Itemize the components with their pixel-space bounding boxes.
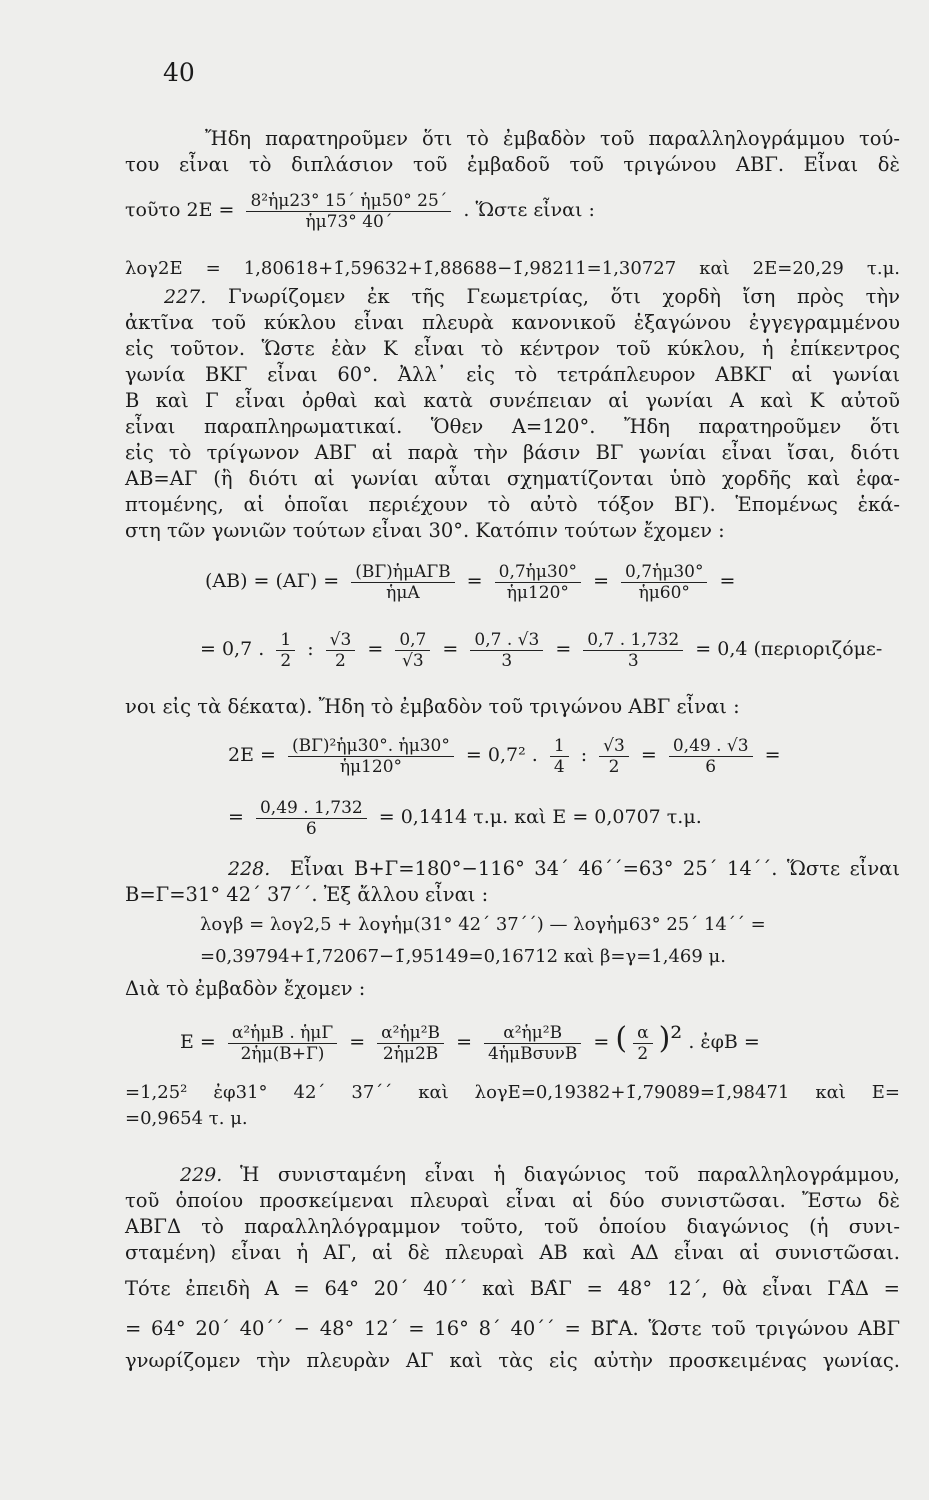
equals-sign: = [593, 1031, 610, 1053]
text-line: τοῦ ὁποίου προσκείμεναι πλευραὶ εἶναι αἱ δύο συνιστῶσαι. Ἔστω δὲ [125, 1189, 900, 1212]
fraction [599, 736, 629, 777]
fraction [326, 630, 356, 671]
equals-sign: = [466, 570, 483, 592]
formula-rhs: . Ὥστε εἶναι : [463, 199, 595, 221]
colon: : [307, 638, 314, 660]
problem-number: 227. [164, 286, 207, 308]
denominator: ἡμ60° [638, 582, 690, 603]
numerator: α²ἡμ²Β [377, 1023, 444, 1044]
text-line: ἀκτῖνα τοῦ κύκλου εἶναι πλευρὰ κανονικοῦ ἑξαγώνου ἐγγεγραμμένου [125, 311, 900, 334]
fraction [288, 736, 454, 777]
numerator: √3 [599, 736, 629, 757]
equals-sign: = [367, 638, 384, 660]
equals-sign: = [640, 744, 657, 766]
fraction [228, 1023, 337, 1064]
formula-2E [125, 189, 900, 232]
text-line: ΑΒΓΔ τὸ παραλληλόγραμμον τοῦτο, τοῦ ὁποίου διαγώνιος (ἡ συνι- [125, 1215, 900, 1238]
colon: : [580, 744, 588, 766]
formula-rhs: = 0,1414 τ.μ. καὶ Ε = 0,0707 τ.μ. [378, 806, 702, 828]
fraction [621, 562, 707, 603]
text-line: εἶναι παραπληρωματικαί. Ὅθεν Α=120°. Ἤδη παρατηροῦμεν ὅτι [125, 415, 900, 438]
text-line: Β=Γ=31° 42΄ 37΄΄. Ἐξ ἄλλου εἶναι : [125, 883, 489, 906]
numerator: 0,49 . 1,732 [256, 798, 367, 819]
numerator: 0,49 . √3 [669, 736, 753, 757]
text-line: λογβ = λογ2,5 + λογἡμ(31° 42΄ 37΄΄) — λογἡμ63° 25΄ 14΄΄ = [200, 914, 766, 935]
fraction [377, 1023, 444, 1064]
text-line: του εἶναι τὸ διπλάσιον τοῦ ἐμβαδοῦ τοῦ τριγώνου ΑΒΓ. Εἶναι δὲ [125, 153, 900, 176]
numerator: α [633, 1023, 652, 1044]
text-line: ΑΒ=ΑΓ (ἢ διότι αἱ γωνίαι αὗται σχηματίζονται ὑπὸ χορδῆς καὶ ἐφα- [125, 467, 900, 490]
denominator: 6 [305, 818, 317, 839]
text-line: Γνωρίζομεν ἐκ τῆς Γεωμετρίας, ὅτι χορδὴ ἴση πρὸς τὴν [228, 285, 900, 308]
formula-E [180, 1018, 929, 1064]
denominator: 2ἡμ2Β [382, 1043, 439, 1064]
formula-AB [205, 560, 929, 603]
problem-number: 229. [180, 1164, 223, 1186]
formula-rhs: . ἐφΒ = [688, 1031, 760, 1053]
numerator: 1 [550, 736, 569, 757]
denominator: ἡμ120° [506, 582, 569, 603]
formula-lhs: = [228, 806, 244, 828]
formula-value [200, 628, 929, 671]
page-number: 40 [163, 58, 195, 87]
text-line: =1,25² ἐφ31° 42΄ 37΄΄ καὶ λογΕ=0,19382+1̄,79089=1̄,98471 καὶ Ε= [125, 1082, 900, 1103]
formula-lhs: 2Ε = [228, 744, 276, 766]
formula-area [228, 734, 929, 777]
numerator: 1 [276, 630, 295, 651]
denominator: 3 [627, 650, 639, 671]
denominator: 6 [705, 756, 717, 777]
numerator: 0,7ἡμ30° [495, 562, 581, 583]
fraction [669, 736, 753, 777]
numerator: (ΒΓ)²ἡμ30°. ἡμ30° [288, 736, 454, 757]
fraction [246, 191, 451, 232]
numerator: (ΒΓ)ἡμΑΓΒ [351, 562, 454, 583]
denominator: √3 [402, 650, 424, 671]
text-line: πτομένης, αἱ ὁποῖαι περιέχουν τὸ αὐτὸ τόξον ΒΓ). Ἑπομένως ἑκά- [125, 493, 900, 516]
text-line: εἰς τοῦτον. Ὥστε ἐὰν Κ εἶναι τὸ κέντρον τοῦ κύκλου, ἡ ἐπίκεντρος [125, 337, 900, 360]
text-line: γνωρίζομεν τὴν πλευρὰν ΑΓ καὶ τὰς εἰς αὐτὴν προσκειμένας γωνίας. [125, 1349, 900, 1372]
formula-area-value [228, 796, 929, 839]
equals-sign: = [555, 638, 572, 660]
fraction [351, 562, 454, 603]
formula-lhs: (ΑΒ) = (ΑΓ) = [205, 570, 340, 592]
equals-sign: = [456, 1031, 472, 1053]
numerator: α²ἡμΒ . ἡμΓ [228, 1023, 337, 1044]
numerator: 0,7 . 1,732 [583, 630, 683, 651]
formula-lhs: τοῦτο 2Ε = [125, 199, 235, 221]
text-line: στη τῶν γωνιῶν τούτων εἶναι 30°. Κατόπιν τούτων ἔχομεν : [125, 519, 725, 542]
text-line: Εἶναι Β+Γ=180°−116° 34΄ 46΄΄=63° 25΄ 14΄΄. Ὥστε εἶναι [290, 857, 900, 880]
denominator: ἡμ73° 40΄ [305, 211, 393, 232]
text-line: Ἤδη παρατηροῦμεν ὅτι τὸ ἐμβαδὸν τοῦ παραλληλογράμμου τού- [205, 127, 900, 150]
fraction [256, 798, 367, 839]
fraction [484, 1023, 581, 1064]
fraction [495, 562, 581, 603]
numerator: α²ἡμ²Β [484, 1023, 581, 1044]
denominator: 2ἡμ(Β+Γ) [240, 1043, 325, 1064]
denominator: 4ἡμΒσυνΒ [488, 1043, 578, 1064]
formula-mid: = 0,7² . [465, 744, 538, 766]
fraction [395, 630, 430, 671]
text-line: λογ2Ε = 1,80618+1̄,59632+1̄,88688−1̄,98211=1,30727 καὶ 2Ε=20,29 τ.μ. [125, 258, 900, 279]
denominator: 3 [501, 650, 513, 671]
numerator: 0,7ἡμ30° [621, 562, 707, 583]
text-line: νοι εἰς τὰ δέκατα). Ἤδη τὸ ἐμβαδὸν τοῦ τριγώνου ΑΒΓ εἶναι : [125, 695, 740, 718]
equals-sign: = [593, 570, 609, 592]
text-line: Διὰ τὸ ἐμβαδὸν ἔχομεν : [125, 977, 366, 1000]
text-line: Ἡ συνισταμένη εἶναι ἡ διαγώνιος τοῦ παραλληλογράμμου, [240, 1163, 900, 1186]
text-line: σταμένη) εἶναι ἡ ΑΓ, αἱ δὲ πλευραὶ ΑΒ καὶ ΑΔ εἶναι αἱ συνιστῶσαι. [125, 1241, 900, 1264]
equals-sign: = [442, 638, 459, 660]
equals-sign: = [764, 744, 781, 766]
text-line: εἰς τὸ τρίγωνον ΑΒΓ αἱ παρὰ τὴν βάσιν ΒΓ γωνίαι εἶναι ἴσαι, διότι [125, 441, 900, 464]
fraction [550, 736, 569, 777]
denominator: ἡμ120° [339, 756, 403, 777]
numerator: 0,7 . √3 [470, 630, 543, 651]
denominator: 4 [553, 756, 565, 777]
text-line: Β καὶ Γ εἶναι ὀρθαὶ καὶ κατὰ συνέπειαν αἱ γωνίαι Α καὶ Κ αὐτοῦ [125, 389, 900, 412]
numerator: √3 [326, 630, 356, 651]
paren-left: ( [615, 1021, 628, 1056]
problem-number: 228. [228, 858, 271, 880]
denominator: 2 [608, 756, 620, 777]
formula-rhs: = 0,4 (περιοριζόμε- [695, 638, 883, 660]
numerator: 0,7 [395, 630, 430, 651]
equals-sign: = [349, 1031, 366, 1053]
formula-lhs: Ε = [180, 1031, 216, 1053]
numerator: 8²ἡμ23° 15΄ ἡμ50° 25΄ [246, 191, 451, 212]
fraction [470, 630, 543, 671]
text-line: γωνία ΒΚΓ εἶναι 60°. Ἀλλ᾽ εἰς τὸ τετράπλευρον ΑΒΚΓ αἱ γωνίαι [125, 363, 900, 386]
text-line: Τότε ἐπειδὴ Α = 64° 20΄ 40΄΄ καὶ ΒΑ̂Γ = 48° 12΄, θὰ εἶναι ΓΑ̂Δ = [125, 1277, 900, 1300]
formula-lhs: = 0,7 . [200, 638, 265, 660]
equals-sign: = [719, 570, 736, 592]
fraction [583, 630, 683, 671]
text-line: =0,9654 τ. μ. [125, 1108, 248, 1129]
denominator: ἡμΑ [386, 582, 420, 603]
fraction [633, 1023, 652, 1064]
text-line: =0,39794+1̄,72067−1̄,95149=0,16712 καὶ β=γ=1,469 μ. [200, 946, 726, 967]
denominator: 2 [637, 1043, 649, 1064]
text-line: = 64° 20΄ 40΄΄ − 48° 12΄ = 16° 8΄ 40΄΄ = ΒΓ̂Α. Ὥστε τοῦ τριγώνου ΑΒΓ [125, 1317, 900, 1340]
denominator: 2 [335, 650, 346, 671]
denominator: 2 [280, 650, 292, 671]
paren-right: )² [658, 1021, 683, 1056]
fraction [276, 630, 295, 671]
